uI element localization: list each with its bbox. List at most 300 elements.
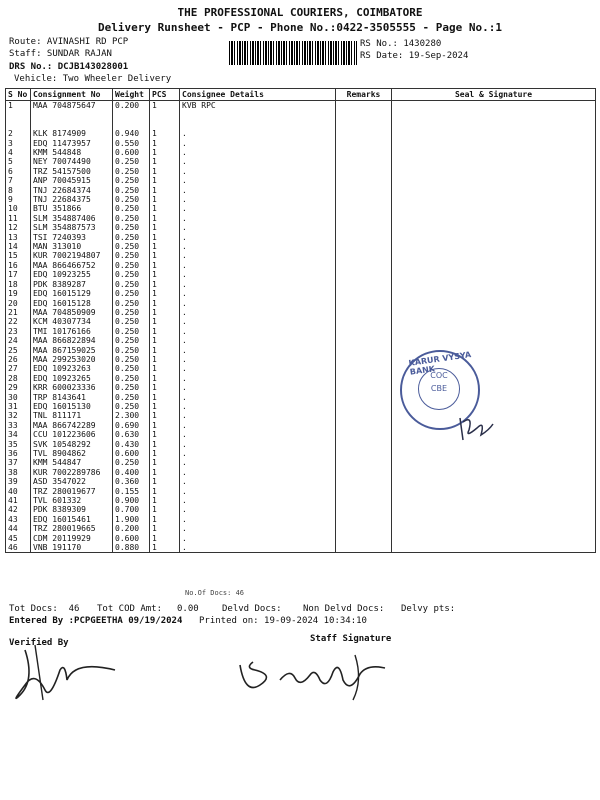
delivered-docs: Delvd Docs: — [222, 604, 282, 614]
row-consignment: SLM 354887573 — [31, 223, 113, 232]
row-consignee: . — [180, 308, 336, 317]
table-row — [6, 261, 596, 270]
row-consignment: EDQ 10923255 — [31, 270, 113, 279]
row-weight: 0.600 — [113, 449, 150, 458]
row-weight: 2.300 — [113, 411, 150, 420]
row-weight: 0.250 — [113, 374, 150, 383]
row-seal — [392, 261, 596, 270]
entered-by: Entered By :PCPGEETHA 09/19/2024 — [9, 616, 183, 626]
table-row — [6, 458, 596, 467]
row-consignee: . — [180, 515, 336, 524]
row-sno: 36 — [6, 449, 31, 458]
row-sno: 38 — [6, 468, 31, 477]
table-row — [6, 487, 596, 496]
row-consignee: . — [180, 487, 336, 496]
table-row — [6, 204, 596, 213]
row-pcs: 1 — [150, 543, 180, 553]
row-remarks — [336, 364, 392, 373]
row-pcs: 1 — [150, 346, 180, 355]
row-seal — [392, 139, 596, 148]
table-row — [6, 167, 596, 176]
col-header-weight: Weight — [113, 89, 150, 101]
row-seal — [392, 129, 596, 138]
row-seal — [392, 186, 596, 195]
row-consignee: . — [180, 327, 336, 336]
row-seal — [392, 176, 596, 185]
stamp-ring-text: KARUR VYSYA BANK — [408, 350, 472, 377]
non-delivered-docs: Non Delvd Docs: — [303, 604, 385, 614]
row-pcs: 1 — [150, 402, 180, 411]
row-consignee: . — [180, 383, 336, 392]
row-sno: 4 — [6, 148, 31, 157]
row-pcs: 1 — [150, 242, 180, 251]
row-weight: 0.250 — [113, 186, 150, 195]
row-pcs: 1 — [150, 299, 180, 308]
row-consignment: MAA 866466752 — [31, 261, 113, 270]
row-consignee: . — [180, 458, 336, 467]
row-consignee: . — [180, 157, 336, 166]
row-seal — [392, 515, 596, 524]
row-consignment: EDQ 16015461 — [31, 515, 113, 524]
row-weight: 0.250 — [113, 280, 150, 289]
row-remarks — [336, 534, 392, 543]
row-sno: 9 — [6, 195, 31, 204]
row-seal — [392, 289, 596, 298]
row-remarks — [336, 393, 392, 402]
row-remarks — [336, 449, 392, 458]
rs-date: RS Date: 19-Sep-2024 — [360, 51, 469, 61]
row-consignment: MAA 704850909 — [31, 308, 113, 317]
row-remarks — [336, 214, 392, 223]
row-pcs: 1 — [150, 195, 180, 204]
row-weight: 0.250 — [113, 270, 150, 279]
col-header-consignee: Consignee Details — [180, 89, 336, 101]
row-consignee: . — [180, 289, 336, 298]
table-row — [6, 299, 596, 308]
row-consignee: . — [180, 317, 336, 326]
runsheet-subtitle: Delivery Runsheet - PCP - Phone No.:0422-3505555 - Page No.:1 — [98, 21, 502, 34]
row-consignment: TRZ 54157500 — [31, 167, 113, 176]
row-pcs: 1 — [150, 421, 180, 430]
table-row — [6, 233, 596, 242]
row-remarks — [336, 505, 392, 514]
row-weight — [113, 120, 150, 129]
row-weight: 0.690 — [113, 421, 150, 430]
row-remarks — [336, 411, 392, 420]
table-row — [6, 543, 596, 553]
table-row — [6, 270, 596, 279]
row-pcs: 1 — [150, 157, 180, 166]
row-consignment: TNJ 22684375 — [31, 195, 113, 204]
staff-label: Staff: SUNDAR RAJAN — [9, 49, 112, 59]
verifier-signature — [5, 640, 125, 710]
row-sno: 25 — [6, 346, 31, 355]
drs-number: DRS No.: DCJB143028001 — [9, 62, 129, 72]
row-pcs: 1 — [150, 477, 180, 486]
col-header-pcs: PCS — [150, 89, 180, 101]
row-consignee: . — [180, 129, 336, 138]
table-row — [6, 421, 596, 430]
row-seal — [392, 468, 596, 477]
row-weight: 1.900 — [113, 515, 150, 524]
row-pcs: 1 — [150, 515, 180, 524]
row-remarks — [336, 101, 392, 111]
row-seal — [392, 308, 596, 317]
row-weight: 0.250 — [113, 402, 150, 411]
row-seal — [392, 449, 596, 458]
row-consignment: EDQ 10923263 — [31, 364, 113, 373]
row-sno: 24 — [6, 336, 31, 345]
row-consignee: . — [180, 167, 336, 176]
table-row — [6, 176, 596, 185]
row-sno: 20 — [6, 299, 31, 308]
stamp-inner-line1: COC — [430, 371, 448, 380]
row-sno: 46 — [6, 543, 31, 553]
row-sno: 3 — [6, 139, 31, 148]
row-weight: 0.250 — [113, 308, 150, 317]
row-remarks — [336, 289, 392, 298]
row-seal — [392, 496, 596, 505]
delivery-points: Delvy pts: — [401, 604, 456, 614]
row-pcs: 1 — [150, 214, 180, 223]
row-consignment: EDQ 16015128 — [31, 299, 113, 308]
row-pcs: 1 — [150, 167, 180, 176]
row-weight: 0.250 — [113, 299, 150, 308]
row-consignment: SLM 354887406 — [31, 214, 113, 223]
row-sno: 28 — [6, 374, 31, 383]
row-consignment: MAA 866822894 — [31, 336, 113, 345]
total-cod-value: 0.00 — [177, 604, 199, 614]
row-pcs: 1 — [150, 336, 180, 345]
row-weight: 0.880 — [113, 543, 150, 553]
row-pcs: 1 — [150, 148, 180, 157]
row-consignee: . — [180, 270, 336, 279]
row-remarks — [336, 129, 392, 138]
vehicle-label: Vehicle: Two Wheeler Delivery — [14, 74, 172, 84]
row-consignment: CDM 20119929 — [31, 534, 113, 543]
row-consignee: . — [180, 355, 336, 364]
row-sno: 5 — [6, 157, 31, 166]
table-row — [6, 336, 596, 345]
row-seal — [392, 505, 596, 514]
table-row — [6, 383, 596, 392]
row-remarks — [336, 157, 392, 166]
table-row — [6, 120, 596, 129]
row-sno: 14 — [6, 242, 31, 251]
row-consignee: . — [180, 534, 336, 543]
row-pcs: 1 — [150, 496, 180, 505]
row-consignment: PDK 8389287 — [31, 280, 113, 289]
row-remarks — [336, 204, 392, 213]
row-sno: 44 — [6, 524, 31, 533]
row-sno: 22 — [6, 317, 31, 326]
runsheet-table — [5, 88, 596, 553]
row-weight: 0.250 — [113, 214, 150, 223]
row-consignment — [31, 110, 113, 119]
row-consignment: TVL 601332 — [31, 496, 113, 505]
row-consignment: KUR 7002194807 — [31, 251, 113, 260]
row-consignee: . — [180, 280, 336, 289]
row-seal — [392, 233, 596, 242]
row-pcs: 1 — [150, 364, 180, 373]
row-consignee: . — [180, 176, 336, 185]
table-row — [6, 364, 596, 373]
table-row — [6, 280, 596, 289]
row-sno: 27 — [6, 364, 31, 373]
row-consignment: CCU 101223606 — [31, 430, 113, 439]
row-seal — [392, 280, 596, 289]
row-remarks — [336, 430, 392, 439]
row-pcs: 1 — [150, 355, 180, 364]
row-remarks — [336, 468, 392, 477]
row-consignee: . — [180, 543, 336, 553]
row-consignment: KUR 7002289786 — [31, 468, 113, 477]
row-sno: 17 — [6, 270, 31, 279]
row-sno: 12 — [6, 223, 31, 232]
table-row — [6, 317, 596, 326]
row-seal — [392, 534, 596, 543]
row-remarks — [336, 251, 392, 260]
row-consignee: . — [180, 393, 336, 402]
row-remarks — [336, 543, 392, 553]
row-weight: 0.700 — [113, 505, 150, 514]
row-seal — [392, 251, 596, 260]
row-sno: 42 — [6, 505, 31, 514]
row-consignee: . — [180, 139, 336, 148]
row-sno: 10 — [6, 204, 31, 213]
table-row — [6, 289, 596, 298]
row-seal — [392, 204, 596, 213]
row-sno: 34 — [6, 430, 31, 439]
row-seal — [392, 543, 596, 553]
total-cod-label: Tot COD Amt: — [97, 604, 163, 614]
row-sno: 2 — [6, 129, 31, 138]
row-consignment: TNL 811171 — [31, 411, 113, 420]
row-pcs: 1 — [150, 270, 180, 279]
row-consignment: TVL 8904862 — [31, 449, 113, 458]
row-seal — [392, 299, 596, 308]
row-weight — [113, 110, 150, 119]
row-seal — [392, 327, 596, 336]
row-pcs: 1 — [150, 204, 180, 213]
row-seal — [392, 487, 596, 496]
row-pcs: 1 — [150, 129, 180, 138]
stamp-inner — [418, 368, 460, 410]
row-consignee: . — [180, 440, 336, 449]
row-consignment: TRZ 280019665 — [31, 524, 113, 533]
row-weight: 0.250 — [113, 242, 150, 251]
row-sno: 41 — [6, 496, 31, 505]
no-of-docs: No.Of Docs: 46 — [185, 589, 245, 597]
row-pcs: 1 — [150, 393, 180, 402]
row-weight: 0.250 — [113, 204, 150, 213]
row-remarks — [336, 440, 392, 449]
row-pcs: 1 — [150, 524, 180, 533]
seal-initials-signature — [455, 410, 495, 444]
row-weight: 0.600 — [113, 534, 150, 543]
row-pcs: 1 — [150, 487, 180, 496]
row-remarks — [336, 261, 392, 270]
row-remarks — [336, 374, 392, 383]
row-weight: 0.250 — [113, 393, 150, 402]
row-remarks — [336, 487, 392, 496]
table-row — [6, 496, 596, 505]
table-row — [6, 186, 596, 195]
row-sno: 37 — [6, 458, 31, 467]
table-row — [6, 393, 596, 402]
row-consignee — [180, 110, 336, 119]
table-row — [6, 524, 596, 533]
row-pcs: 1 — [150, 139, 180, 148]
row-pcs: 1 — [150, 440, 180, 449]
row-pcs: 1 — [150, 223, 180, 232]
row-weight: 0.250 — [113, 176, 150, 185]
row-weight: 0.250 — [113, 364, 150, 373]
row-consignment: TSI 7240393 — [31, 233, 113, 242]
row-weight: 0.600 — [113, 148, 150, 157]
row-consignee: . — [180, 402, 336, 411]
row-remarks — [336, 346, 392, 355]
row-weight: 0.550 — [113, 139, 150, 148]
row-remarks — [336, 270, 392, 279]
row-sno: 40 — [6, 487, 31, 496]
row-weight: 0.250 — [113, 355, 150, 364]
row-consignee: . — [180, 336, 336, 345]
row-remarks — [336, 402, 392, 411]
row-pcs: 1 — [150, 383, 180, 392]
table-row — [6, 468, 596, 477]
table-row — [6, 251, 596, 260]
row-pcs: 1 — [150, 468, 180, 477]
row-consignment: EDQ 16015130 — [31, 402, 113, 411]
row-consignment: ASD 3547022 — [31, 477, 113, 486]
row-consignee: . — [180, 421, 336, 430]
row-consignment: MAN 313010 — [31, 242, 113, 251]
col-header-sno: S No — [6, 89, 31, 101]
row-remarks — [336, 421, 392, 430]
row-sno: 43 — [6, 515, 31, 524]
row-weight: 0.250 — [113, 317, 150, 326]
staff-signature — [235, 650, 395, 705]
row-pcs: 1 — [150, 308, 180, 317]
row-weight: 0.250 — [113, 223, 150, 232]
table-row — [6, 515, 596, 524]
table-row — [6, 223, 596, 232]
row-consignee: . — [180, 468, 336, 477]
row-sno: 29 — [6, 383, 31, 392]
row-seal — [392, 270, 596, 279]
row-remarks — [336, 355, 392, 364]
row-consignment: TMI 10176166 — [31, 327, 113, 336]
table-row — [6, 402, 596, 411]
row-consignee: KVB RPC — [180, 101, 336, 111]
row-consignee: . — [180, 242, 336, 251]
row-seal — [392, 317, 596, 326]
stamp-inner-line2: CBE — [430, 384, 448, 393]
row-sno — [6, 120, 31, 129]
row-consignee: . — [180, 233, 336, 242]
row-weight: 0.900 — [113, 496, 150, 505]
row-consignee: . — [180, 299, 336, 308]
row-consignment — [31, 120, 113, 129]
row-seal — [392, 101, 596, 111]
row-consignment: TRZ 280019677 — [31, 487, 113, 496]
row-sno: 13 — [6, 233, 31, 242]
row-pcs: 1 — [150, 449, 180, 458]
row-remarks — [336, 120, 392, 129]
row-sno: 26 — [6, 355, 31, 364]
row-sno: 35 — [6, 440, 31, 449]
row-consignment: VNB 191170 — [31, 543, 113, 553]
table-row — [6, 346, 596, 355]
row-seal — [392, 524, 596, 533]
row-consignment: EDQ 10923265 — [31, 374, 113, 383]
staff-signature-label: Staff Signature — [310, 634, 392, 644]
row-sno: 19 — [6, 289, 31, 298]
row-weight: 0.250 — [113, 458, 150, 467]
row-sno — [6, 110, 31, 119]
table-row — [6, 440, 596, 449]
row-remarks — [336, 317, 392, 326]
row-seal — [392, 223, 596, 232]
row-sno: 15 — [6, 251, 31, 260]
table-row — [6, 110, 596, 119]
row-remarks — [336, 167, 392, 176]
row-weight: 0.250 — [113, 251, 150, 260]
col-header-consignment: Consignment No — [31, 89, 113, 101]
row-consignment: KLK 8174909 — [31, 129, 113, 138]
row-consignee: . — [180, 195, 336, 204]
row-weight: 0.400 — [113, 468, 150, 477]
row-seal — [392, 242, 596, 251]
row-sno: 6 — [6, 167, 31, 176]
row-sno: 30 — [6, 393, 31, 402]
row-remarks — [336, 496, 392, 505]
table-row — [6, 430, 596, 439]
route-label: Route: AVINASHI RD PCP — [9, 37, 129, 47]
row-consignee: . — [180, 214, 336, 223]
row-pcs: 1 — [150, 411, 180, 420]
table-row — [6, 477, 596, 486]
row-sno: 33 — [6, 421, 31, 430]
row-remarks — [336, 524, 392, 533]
row-weight: 0.250 — [113, 289, 150, 298]
row-weight: 0.200 — [113, 524, 150, 533]
col-header-remarks: Remarks — [336, 89, 392, 101]
table-row — [6, 157, 596, 166]
row-pcs: 1 — [150, 317, 180, 326]
row-consignment: MAA 866742289 — [31, 421, 113, 430]
row-consignee: . — [180, 346, 336, 355]
table-header-row — [6, 89, 596, 101]
row-consignee: . — [180, 411, 336, 420]
row-remarks — [336, 110, 392, 119]
row-weight: 0.940 — [113, 129, 150, 138]
row-seal — [392, 336, 596, 345]
company-title: THE PROFESSIONAL COURIERS, COIMBATORE — [177, 6, 423, 19]
table-row — [6, 129, 596, 138]
row-consignee: . — [180, 204, 336, 213]
row-pcs: 1 — [150, 289, 180, 298]
row-remarks — [336, 242, 392, 251]
row-pcs: 1 — [150, 101, 180, 111]
row-sno: 23 — [6, 327, 31, 336]
row-consignee: . — [180, 223, 336, 232]
verified-by-label: Verified By — [9, 638, 69, 648]
row-seal — [392, 195, 596, 204]
row-sno: 32 — [6, 411, 31, 420]
row-weight: 0.430 — [113, 440, 150, 449]
